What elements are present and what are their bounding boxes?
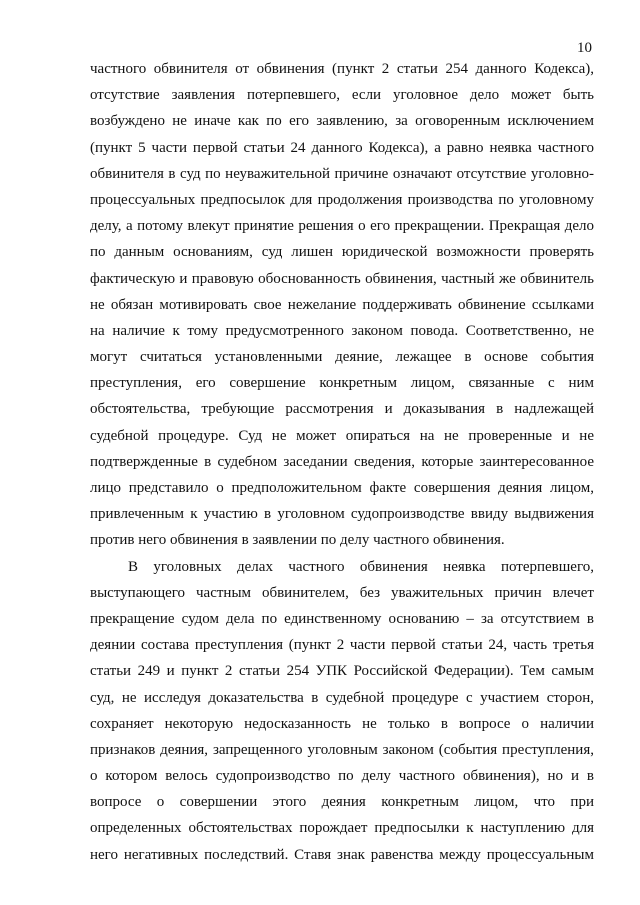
text-line: на наличие к тому предусмотренного законом повода. Соответственно, не <box>90 322 594 339</box>
text-line: о котором велось судопроизводство по делу частного обвинения), но и в <box>90 768 594 785</box>
text-line: суд, не исследуя доказательства в судебной процедуре с участием сторон, <box>90 689 594 706</box>
text-line: фактическую и правовую обоснованность обвинения, частный же обвинитель <box>90 270 594 287</box>
text-line: могут считаться установленными деяние, лежащее в основе события <box>90 349 594 366</box>
text-line: против него обвинения в заявлении по делу частного обвинения. <box>90 532 505 549</box>
text-line: отсутствие заявления потерпевшего, если уголовное дело может быть <box>90 87 594 104</box>
text-line: выступающего частным обвинителем, без уважительных причин влечет <box>90 584 594 601</box>
document-body <box>90 56 594 868</box>
text-line: возбуждено не иначе как по его заявлению, за оговоренным исключением <box>90 113 594 130</box>
text-line: (пункт 5 части первой статьи 24 данного Кодекса), а равно неявка частного <box>90 139 594 156</box>
text-line: В уголовных делах частного обвинения неявка потерпевшего, <box>128 558 594 575</box>
text-line: определенных обстоятельствах порождает предпосылки к наступлению для <box>90 820 594 837</box>
page-number: 10 <box>577 40 592 56</box>
text-line: лицо представило о предположительном факте совершения деяния лицом, <box>90 480 594 496</box>
text-line: сохраняет некоторую недосказанность не только в вопросе о наличии <box>90 715 594 732</box>
text-line: преступления, его совершение конкретным лицом, связанные с ним <box>90 375 594 392</box>
text-line: процессуальных предпосылок для продолжения производства по уголовному <box>90 191 594 208</box>
text-line: привлеченным к участию в уголовном судопроизводстве ввиду выдвижения <box>90 506 594 523</box>
text-line: статьи 249 и пункт 2 статьи 254 УПК Российской Федерации). Тем самым <box>90 663 594 680</box>
text-line: признаков деяния, запрещенного уголовным законом (события преступления, <box>90 741 594 758</box>
text-line: судебной процедуре. Суд не может опираться на не проверенные и не <box>90 427 594 444</box>
paragraph-1 <box>90 56 594 554</box>
text-line: деянии состава преступления (пункт 2 части первой статьи 24, часть третья <box>90 637 594 654</box>
text-line: частного обвинителя от обвинения (пункт 2 статьи 254 данного Кодекса), <box>90 61 594 77</box>
text-line: прекращение судом дела по единственному основанию – за отсутствием в <box>90 610 594 627</box>
text-line: делу, а потому влекут принятие решения о его прекращении. Прекращая дело <box>90 218 594 235</box>
text-line: вопросе о совершении этого деяния конкретным лицом, что при <box>90 794 594 811</box>
text-line: обстоятельства, требующие рассмотрения и доказывания в надлежащей <box>90 401 594 418</box>
text-line: него негативных последствий. Ставя знак равенства между процессуальным <box>90 846 594 863</box>
text-line: подтвержденные в судебном заседании сведения, которые заинтересованное <box>90 453 594 470</box>
text-line: не обязан мотивировать свое нежелание поддерживать обвинение ссылками <box>90 296 594 313</box>
text-line: по данным основаниям, суд лишен юридической возможности проверять <box>90 244 594 261</box>
text-line: обвинителя в суд по неуважительной причине означают отсутствие уголовно- <box>90 165 594 182</box>
paragraph-2 <box>90 554 594 868</box>
